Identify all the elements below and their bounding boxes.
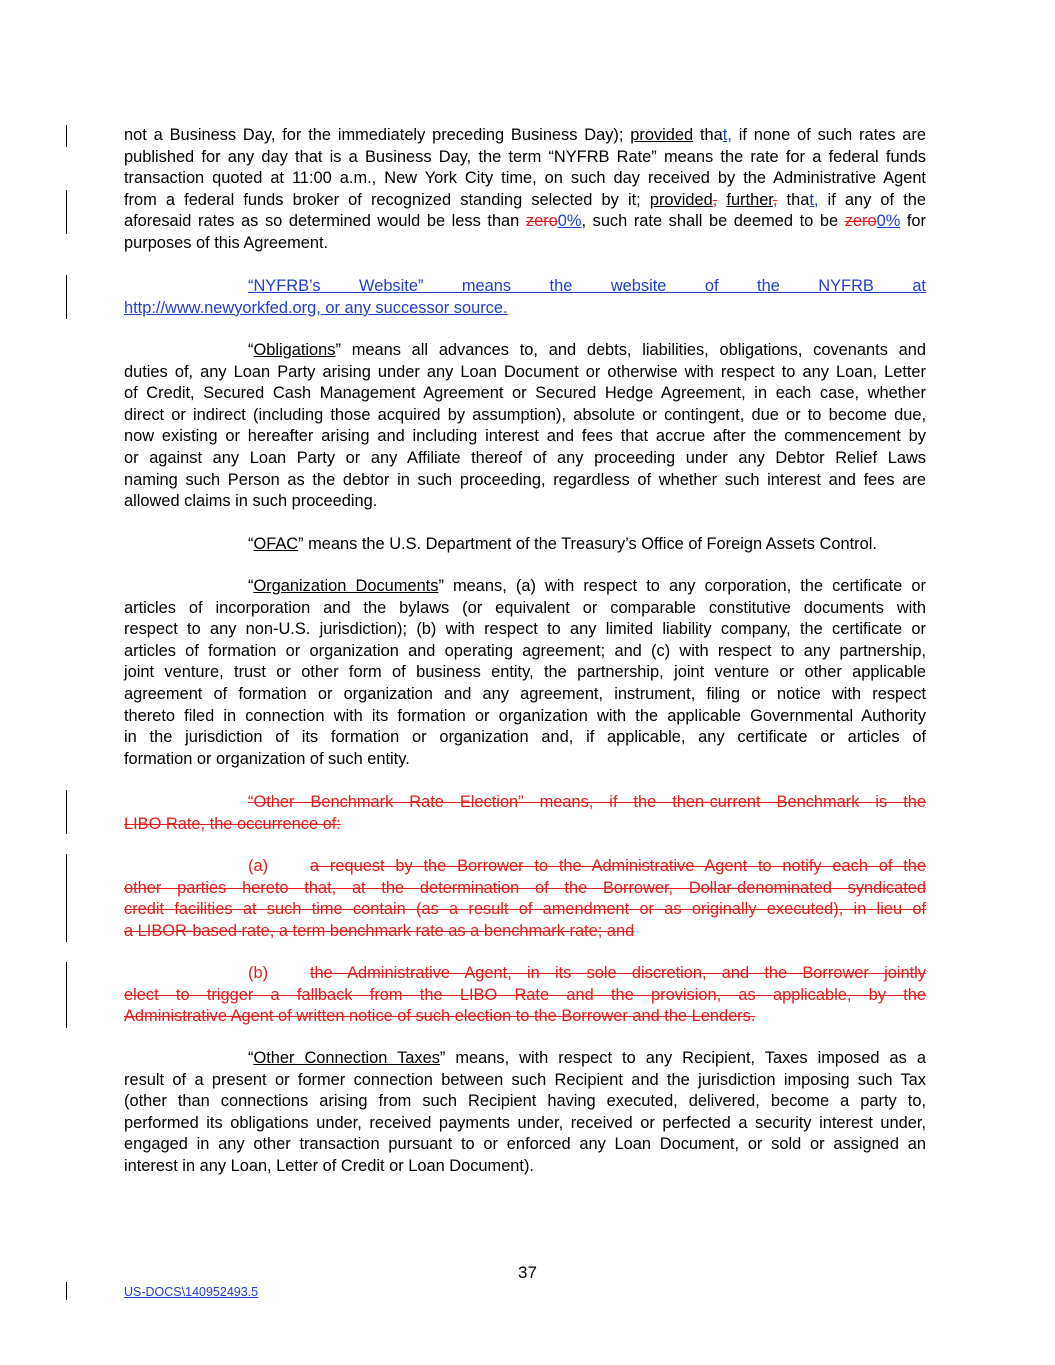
nyfrb-website-definition: “NYFRB’s Website” means the website of the NYFRB at http://www.newyorkfed.org, or any successor source. [124,276,926,319]
inserted-text: t, [722,126,732,144]
deleted-text: , [772,190,778,209]
ofac-definition: “OFAC” means the U.S. Department of the Treasury’s Office of Foreign Assets Control. [248,535,877,553]
organization-documents-definition: “Organization Documents” means, (a) with respect to any corporation, the certificate or articles of incorporation and the bylaws (or equivalent or comparable constitutive documents with respect to any non-U.S. jurisdiction); (b) with respect to any limited liability company, the certificate or articles of formation or organization and operating agreement; and (c) with respect to any partnership, joint venture, trust or other form of business entity, the partnership, joint venture or other applicable agreement of formation or organization and any agreement, instrument, filing or notice with respect thereto filed in connection with its formation or organization with the applicable Governmental Authority in the jurisdiction of its formation or organization and, if applicable, any certificate or articles of formation or organization of such entity. [124,577,927,768]
clause-label: (b) [248,964,269,982]
page-number: 37 [518,1263,537,1282]
deleted-text: zero [525,212,558,231]
further-term: further [726,190,773,209]
inserted-text: 0% [557,212,582,231]
other-benchmark-rate-election-definition: “Other Benchmark Rate Election” means, if the then-current Benchmark is the LIBO Rate, the occurrence of: [124,793,926,833]
nyfrb-website-link[interactable]: http://www.newyorkfed.org, or any successor source. [124,298,508,317]
deleted-text: zero [844,212,877,231]
defined-term: Obligations [253,341,336,359]
clause-a-deleted: (a) a request by the Borrower to the Administrative Agent to notify each of the other parties hereto that, at the determination of the Borrower, Dollar-denominated syndicated credit facilities at such time contain (as a result of amendment or as originally executed), in lieu of a LIBOR-based rate, a term benchmark rate as a benchmark rate; and [124,857,926,940]
change-bar [66,275,67,319]
change-bar [66,190,67,234]
provided-term: provided [630,126,694,144]
clause-b-deleted: (b) the Administrative Agent, in its sole discretion, and the Borrower jointly elect to trigger a fallback from the LIBO Rate and the provision, as applicable, by the Administrative Agent of written notice of such election to the Borrower and the Lenders. [124,964,926,1026]
defined-term: Other Connection Taxes [253,1049,440,1067]
deleted-text: , [712,190,718,209]
obligations-definition: “Obligations” means all advances to, and debts, liabilities, obligations, covenants and duties of, any Loan Party arising under any Loan Document or otherwise with respect to any Loan, Letter of Credit, Secured Cash Management Agreement or Secured Hedge Agreement, in each case, whether direct or indirect (including those acquired by assumption), absolute or contingent, due or to become due, now existing or hereafter arising and including interest and fees that accrue after the commencement by or against any Loan Party or any Affiliate thereof of any proceeding under any Debtor Relief Laws naming such Person as the debtor in such proceeding, regardless of whether such interest and fees are allowed claims in such proceeding. [124,341,926,511]
defined-term: OFAC [253,535,299,553]
defined-term: Organization Documents [253,577,439,595]
change-bar [66,854,67,942]
document-id-footer[interactable]: US-DOCS\140952493.5 [124,1285,259,1299]
change-bar [66,790,67,834]
other-connection-taxes-definition: “Other Connection Taxes” means, with respect to any Recipient, Taxes imposed as a result of a present or former connection between such Recipient and the jurisdiction imposing such Tax (other than connections arising from such Recipient having executed, delivered, become a party to, performed its obligations under, received payments under, received or perfected a security interest under, engaged in any other transaction pursuant to or enforced any Loan Document, or sold or assigned an interest in any Loan, Letter of Credit or Loan Document). [124,1049,926,1175]
inserted-text: 0% [876,212,901,231]
nyfrb-rate-definition-continued: not a Business Day, for the immediately preceding Business Day); provided that, if none of such rates are published for any day that is a Business Day, the term “NYFRB Rate” means the rate for a federal funds transaction quoted at 11:00 a.m., New York City time, on such day received by the Administrative Agent from a federal funds broker of recognized standing selected by it; provided, further, that, if any of the aforesaid rates as so determined would be less than zero0%, such rate shall be deemed to be zero0% for purposes of this Agreement. [124,126,926,252]
change-bar [66,962,67,1028]
clause-label: (a) [248,857,269,875]
change-bar [66,1282,67,1300]
change-bar [66,125,67,147]
inserted-text: t, [809,190,819,209]
provided-term: provided [649,190,713,209]
